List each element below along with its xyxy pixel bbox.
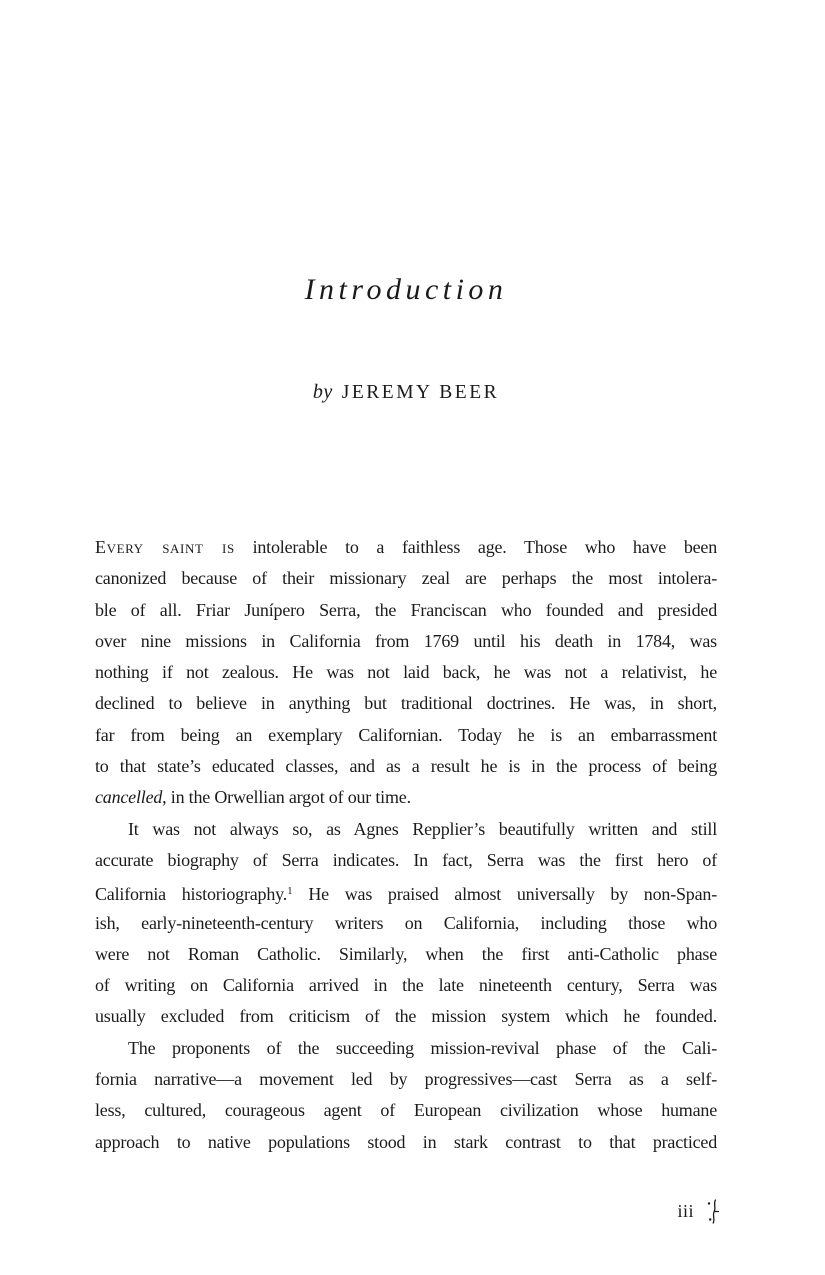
paragraph [95, 814, 717, 1033]
text-line: declined to believe in anything but traditional doctrines. He was, in short, [95, 693, 717, 714]
text-line: The proponents of the succeeding mission-revival phase of the Cali- [128, 1037, 717, 1058]
text-line: ish, early-nineteenth-century writers on California, including those who [95, 912, 717, 933]
page-title: Introduction [304, 273, 508, 306]
folio-ornament-icon [707, 1199, 719, 1224]
byline [95, 381, 717, 404]
text-line: of writing on California arrived in the late nineteenth century, Serra was [95, 975, 717, 996]
paragraph [95, 532, 717, 814]
text-line: over nine missions in California from 1769 until his death in 1784, was [95, 630, 717, 651]
text-line: were not Roman Catholic. Similarly, when the first anti-Catholic phase [95, 943, 717, 964]
byline-prefix: by [312, 381, 333, 403]
text-line: to that state’s educated classes, and as a result he is in the process of being [95, 756, 717, 777]
byline-author: JEREMY BEER [341, 382, 500, 403]
text-line: California historiography.$^1$ He was praised almost universally by non-Span- [95, 884, 717, 905]
text-line: ble of all. Friar Junípero Serra, the Franciscan who founded and presided [95, 599, 717, 620]
text-line: approach to native populations stood in stark contrast to that practiced [95, 1131, 717, 1152]
text-line: less, cultured, courageous agent of European civilization whose humane [95, 1100, 717, 1121]
body-text [95, 532, 717, 1158]
text-line: It was not always so, as Agnes Repplier’s beautifully written and still [128, 818, 717, 839]
text-line: far from being an exemplary Californian. Today he is an embarrassment [95, 724, 717, 745]
text-line: accurate biography of Serra indicates. In fact, Serra was the first hero of [95, 849, 717, 870]
text-line: Every saint is intolerable to a faithless age. Those who have been [95, 537, 718, 557]
text-line: cancelled, in the Orwellian argot of our time. [95, 787, 411, 808]
footer [677, 1199, 719, 1224]
text-line: canonized because of their missionary zeal are perhaps the most intolera- [95, 568, 717, 589]
text-line: nothing if not zealous. He was not laid back, he was not a relativist, he [95, 662, 717, 683]
text-line: fornia narrative—a movement led by progressives—cast Serra as a self- [95, 1069, 717, 1090]
page-number: iii [677, 1201, 694, 1221]
text-line: usually excluded from criticism of the mission system which he founded. [95, 1006, 717, 1027]
paragraph [95, 1033, 717, 1158]
